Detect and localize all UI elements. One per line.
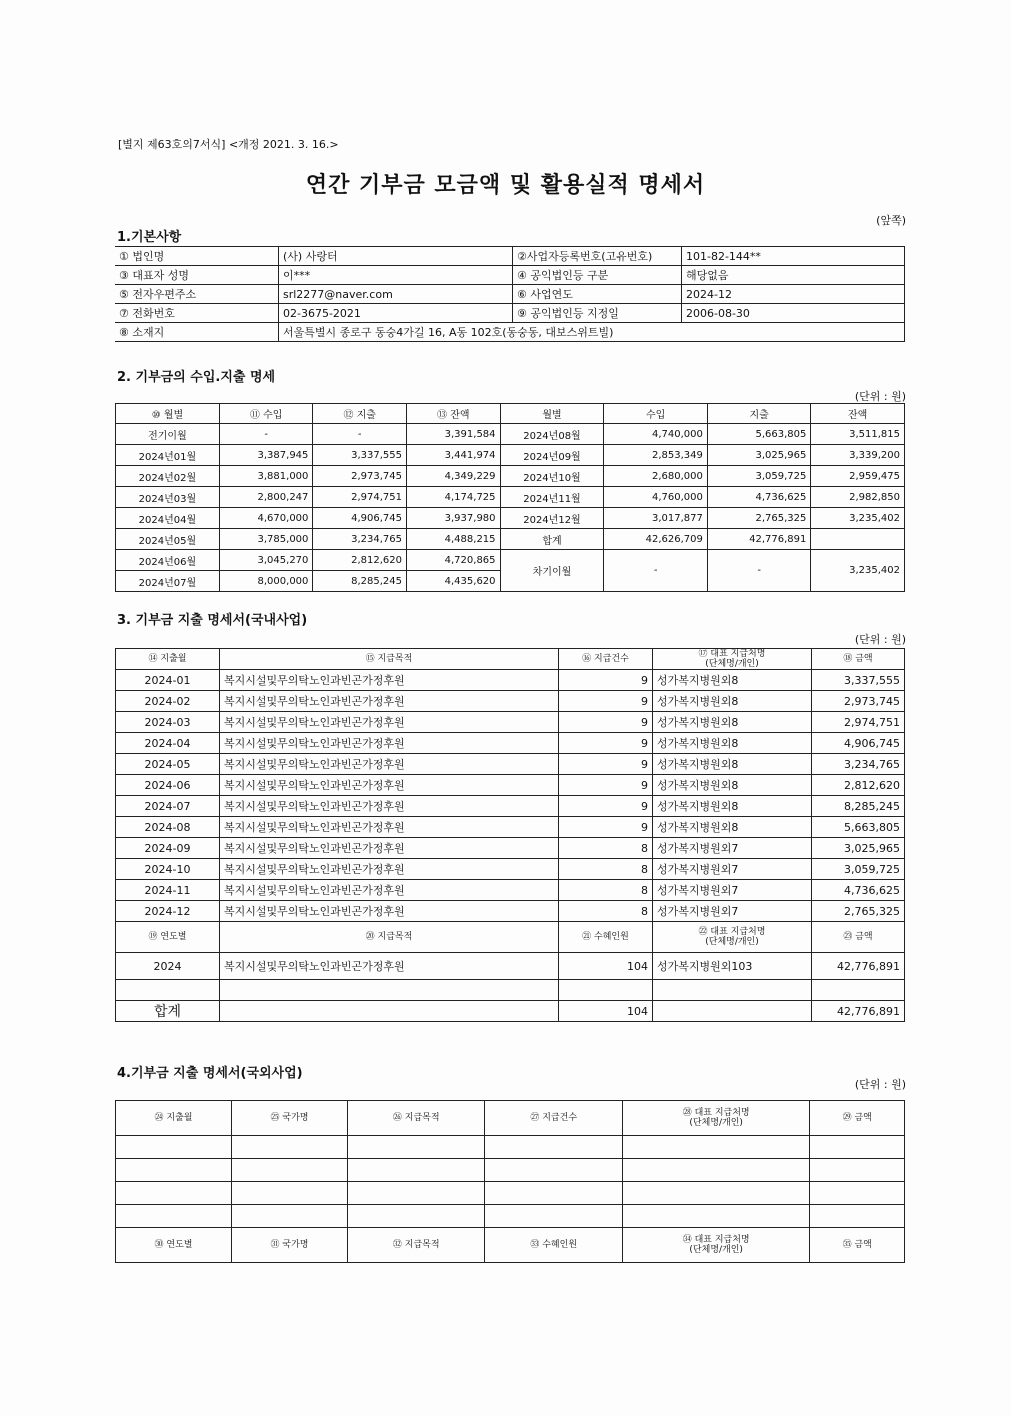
total-label: 합계 bbox=[116, 1001, 220, 1022]
empty-cell bbox=[348, 1159, 485, 1182]
table-cell: 복지시설및무의탁노인과빈곤가정후원 bbox=[220, 838, 559, 859]
table-cell: 성가복지병원외8 bbox=[653, 712, 812, 733]
column-header: ㉞ 대표 지급처명 (단체명/개인) bbox=[622, 1228, 810, 1263]
table-cell: 2024-11 bbox=[116, 880, 220, 901]
table-cell: 2,812,620 bbox=[313, 550, 407, 571]
table-row bbox=[116, 880, 905, 901]
table-cell: 9 bbox=[559, 670, 653, 691]
table-row bbox=[116, 733, 905, 754]
column-header: ㉒ 대표 지급처명 (단체명/개인) bbox=[653, 922, 812, 953]
empty-cell bbox=[485, 1182, 622, 1205]
table-cell bbox=[811, 529, 905, 550]
table-row bbox=[116, 670, 905, 691]
table-row bbox=[116, 775, 905, 796]
empty-cell bbox=[622, 1182, 810, 1205]
income-expense-table bbox=[115, 403, 905, 592]
field-value: 101-82-144** bbox=[682, 247, 905, 266]
field-value: 이*** bbox=[279, 266, 513, 285]
field-label: ⑦ 전화번호 bbox=[115, 304, 279, 323]
column-header: ⑮ 지급목적 bbox=[220, 649, 559, 670]
table-cell: 2024년04월 bbox=[116, 508, 220, 529]
table-row bbox=[116, 1205, 905, 1228]
table-cell: 9 bbox=[559, 712, 653, 733]
empty-cell bbox=[116, 980, 220, 1001]
empty-cell bbox=[116, 1136, 232, 1159]
table-cell: 3,025,965 bbox=[812, 838, 905, 859]
table-cell: 2024 bbox=[116, 953, 220, 980]
table-cell: 8 bbox=[559, 859, 653, 880]
table-cell: 2024년11월 bbox=[500, 487, 604, 508]
empty-cell bbox=[220, 1001, 559, 1022]
table-cell: 2024년01월 bbox=[116, 445, 220, 466]
table-row bbox=[116, 901, 905, 922]
table-cell: 2024년03월 bbox=[116, 487, 220, 508]
column-header: ㉝ 수혜인원 bbox=[485, 1228, 622, 1263]
field-value: 해당없음 bbox=[682, 266, 905, 285]
table-cell: - bbox=[313, 424, 407, 445]
field-value: srl2277@naver.com bbox=[279, 285, 513, 304]
column-header: ⑩ 월별 bbox=[116, 404, 220, 424]
table-row bbox=[116, 1001, 905, 1022]
empty-cell bbox=[348, 1182, 485, 1205]
table-cell: 3,337,555 bbox=[812, 670, 905, 691]
unit-label: (단위 : 원) bbox=[854, 1078, 906, 1091]
column-header: ㉜ 지급목적 bbox=[348, 1228, 485, 1263]
table-cell: 3,337,555 bbox=[313, 445, 407, 466]
section-overseas-title: 4.기부금 지출 명세서(국외사업) bbox=[117, 1066, 303, 1081]
form-side: (앞쪽) bbox=[876, 214, 906, 227]
empty-cell bbox=[116, 1205, 232, 1228]
table-row bbox=[115, 285, 905, 304]
table-cell: 9 bbox=[559, 691, 653, 712]
table-cell: 2,853,349 bbox=[604, 445, 707, 466]
column-header: ㉑ 수혜인원 bbox=[559, 922, 653, 953]
column-header: ㉕ 국가명 bbox=[232, 1101, 348, 1136]
field-label: ⑥ 사업연도 bbox=[513, 285, 682, 304]
table-cell: 42,626,709 bbox=[604, 529, 707, 550]
table-cell: 2,765,325 bbox=[812, 901, 905, 922]
table-cell: 2024년06월 bbox=[116, 550, 220, 571]
empty-cell bbox=[810, 1182, 905, 1205]
table-cell: 2024년02월 bbox=[116, 466, 220, 487]
empty-cell bbox=[810, 1205, 905, 1228]
table-cell: 3,025,965 bbox=[707, 445, 810, 466]
table-row bbox=[116, 649, 905, 670]
table-cell: 2024년07월 bbox=[116, 571, 220, 592]
table-cell: 3,785,000 bbox=[219, 529, 313, 550]
section-basic-title: 1.기본사항 bbox=[117, 230, 182, 245]
empty-cell bbox=[232, 1159, 348, 1182]
table-row bbox=[116, 404, 905, 424]
empty-cell bbox=[348, 1205, 485, 1228]
unit-label: (단위 : 원) bbox=[854, 390, 906, 403]
table-cell: 4,740,000 bbox=[604, 424, 707, 445]
table-cell: 8,285,245 bbox=[313, 571, 407, 592]
table-row bbox=[116, 424, 905, 445]
table-cell: 2024-07 bbox=[116, 796, 220, 817]
table-cell: 성가복지병원외7 bbox=[653, 838, 812, 859]
domestic-expense-table bbox=[115, 648, 905, 1022]
table-cell: 8 bbox=[559, 901, 653, 922]
column-header: ⑪ 수입 bbox=[219, 404, 313, 424]
empty-cell bbox=[232, 1205, 348, 1228]
total-count: 104 bbox=[559, 1001, 653, 1022]
table-row bbox=[115, 266, 905, 285]
table-cell: 2,973,745 bbox=[812, 691, 905, 712]
table-cell: 5,663,805 bbox=[707, 424, 810, 445]
table-cell: 3,059,725 bbox=[707, 466, 810, 487]
table-cell: 성가복지병원외8 bbox=[653, 691, 812, 712]
table-cell: 3,235,402 bbox=[811, 508, 905, 529]
table-cell: 복지시설및무의탁노인과빈곤가정후원 bbox=[220, 712, 559, 733]
table-cell: 성가복지병원외8 bbox=[653, 754, 812, 775]
table-cell: 2024-08 bbox=[116, 817, 220, 838]
empty-cell bbox=[653, 1001, 812, 1022]
table-cell: 4,906,745 bbox=[812, 733, 905, 754]
table-cell: 4,488,215 bbox=[406, 529, 500, 550]
field-value: 02-3675-2021 bbox=[279, 304, 513, 323]
table-cell: 성가복지병원외8 bbox=[653, 733, 812, 754]
table-cell: 복지시설및무의탁노인과빈곤가정후원 bbox=[220, 953, 559, 980]
table-row bbox=[116, 922, 905, 953]
table-cell: 3,881,000 bbox=[219, 466, 313, 487]
table-row bbox=[116, 838, 905, 859]
table-cell: 2,812,620 bbox=[812, 775, 905, 796]
table-row bbox=[116, 466, 905, 487]
table-row bbox=[116, 980, 905, 1001]
field-value: (사) 사랑터 bbox=[279, 247, 513, 266]
table-row bbox=[115, 323, 905, 342]
field-value: 2024-12 bbox=[682, 285, 905, 304]
table-cell: 42,776,891 bbox=[812, 953, 905, 980]
basic-info-table bbox=[115, 246, 905, 342]
table-cell: 성가복지병원외103 bbox=[653, 953, 812, 980]
table-cell: 복지시설및무의탁노인과빈곤가정후원 bbox=[220, 817, 559, 838]
table-cell: 2024-04 bbox=[116, 733, 220, 754]
empty-cell bbox=[220, 980, 559, 1001]
unit-label: (단위 : 원) bbox=[854, 633, 906, 646]
column-header: 잔액 bbox=[811, 404, 905, 424]
table-cell: 8 bbox=[559, 838, 653, 859]
empty-cell bbox=[348, 1136, 485, 1159]
table-cell: 2,800,247 bbox=[219, 487, 313, 508]
section-domestic-title: 3. 기부금 지출 명세서(국내사업) bbox=[117, 613, 308, 628]
table-cell: 2024-03 bbox=[116, 712, 220, 733]
field-label: ④ 공익법인등 구분 bbox=[513, 266, 682, 285]
table-cell: 4,736,625 bbox=[707, 487, 810, 508]
table-cell: 4,349,229 bbox=[406, 466, 500, 487]
table-cell: 2024년12월 bbox=[500, 508, 604, 529]
column-header: ⑬ 잔액 bbox=[406, 404, 500, 424]
table-cell: 성가복지병원외8 bbox=[653, 796, 812, 817]
table-cell: 2,680,000 bbox=[604, 466, 707, 487]
table-row bbox=[116, 508, 905, 529]
table-row bbox=[116, 712, 905, 733]
address-value: 서울특별시 종로구 동숭4가길 16, A동 102호(동숭동, 대보스위트빌) bbox=[279, 323, 905, 342]
page-title: 연간 기부금 모금액 및 활용실적 명세서 bbox=[305, 173, 706, 198]
table-cell: - bbox=[219, 424, 313, 445]
table-row bbox=[115, 304, 905, 323]
table-cell: 성가복지병원외8 bbox=[653, 817, 812, 838]
empty-cell bbox=[622, 1159, 810, 1182]
total-amount: 42,776,891 bbox=[812, 1001, 905, 1022]
table-cell: 3,017,877 bbox=[604, 508, 707, 529]
table-cell: 2024년10월 bbox=[500, 466, 604, 487]
column-header: ㉟ 금액 bbox=[810, 1228, 905, 1263]
table-cell: 4,906,745 bbox=[313, 508, 407, 529]
table-cell: 3,059,725 bbox=[812, 859, 905, 880]
table-cell: 3,387,945 bbox=[219, 445, 313, 466]
empty-cell bbox=[485, 1205, 622, 1228]
table-cell: 9 bbox=[559, 754, 653, 775]
table-cell: - bbox=[604, 550, 707, 592]
table-cell: 전기이월 bbox=[116, 424, 220, 445]
table-row bbox=[116, 1101, 905, 1136]
column-header: ㉖ 지급목적 bbox=[348, 1101, 485, 1136]
column-header: ⑰ 대표 지급처명 (단체명/개인) bbox=[653, 649, 812, 670]
table-cell: 복지시설및무의탁노인과빈곤가정후원 bbox=[220, 691, 559, 712]
empty-cell bbox=[622, 1136, 810, 1159]
table-cell: 2,974,751 bbox=[313, 487, 407, 508]
column-header: ㉚ 연도별 bbox=[116, 1228, 232, 1263]
table-cell: 복지시설및무의탁노인과빈곤가정후원 bbox=[220, 901, 559, 922]
table-row bbox=[116, 1159, 905, 1182]
table-cell: 2024년08월 bbox=[500, 424, 604, 445]
empty-cell bbox=[810, 1136, 905, 1159]
empty-cell bbox=[622, 1205, 810, 1228]
table-cell: 4,760,000 bbox=[604, 487, 707, 508]
column-header: ⑲ 연도별 bbox=[116, 922, 220, 953]
table-cell: 3,511,815 bbox=[811, 424, 905, 445]
table-cell: 차기이월 bbox=[500, 550, 604, 592]
column-header: ㉔ 지출월 bbox=[116, 1101, 232, 1136]
empty-cell bbox=[232, 1182, 348, 1205]
empty-cell bbox=[653, 980, 812, 1001]
table-cell: 2024-02 bbox=[116, 691, 220, 712]
table-cell: 8,000,000 bbox=[219, 571, 313, 592]
table-cell: 3,235,402 bbox=[811, 550, 905, 592]
empty-cell bbox=[559, 980, 653, 1001]
column-header: ⑭ 지출월 bbox=[116, 649, 220, 670]
column-header: ㉘ 대표 지급처명 (단체명/개인) bbox=[622, 1101, 810, 1136]
table-cell: 8 bbox=[559, 880, 653, 901]
empty-cell bbox=[485, 1159, 622, 1182]
table-cell: 복지시설및무의탁노인과빈곤가정후원 bbox=[220, 796, 559, 817]
column-header: ⑱ 금액 bbox=[812, 649, 905, 670]
table-row bbox=[116, 859, 905, 880]
field-label: ⑤ 전자우편주소 bbox=[115, 285, 279, 304]
table-cell: 2024-12 bbox=[116, 901, 220, 922]
table-cell: 3,339,200 bbox=[811, 445, 905, 466]
table-row bbox=[116, 754, 905, 775]
table-cell: 9 bbox=[559, 733, 653, 754]
table-cell: 2024-09 bbox=[116, 838, 220, 859]
table-cell: 성가복지병원외7 bbox=[653, 859, 812, 880]
column-header: ㉙ 금액 bbox=[810, 1101, 905, 1136]
table-cell: 9 bbox=[559, 775, 653, 796]
table-row bbox=[116, 1228, 905, 1263]
table-cell: 9 bbox=[559, 817, 653, 838]
empty-cell bbox=[116, 1159, 232, 1182]
table-cell: 5,663,805 bbox=[812, 817, 905, 838]
table-row bbox=[115, 247, 905, 266]
table-cell: 4,720,865 bbox=[406, 550, 500, 571]
table-row bbox=[116, 817, 905, 838]
table-cell: 성가복지병원외7 bbox=[653, 880, 812, 901]
table-cell: 9 bbox=[559, 796, 653, 817]
field-value: 2006-08-30 bbox=[682, 304, 905, 323]
column-header: ⑫ 지출 bbox=[313, 404, 407, 424]
column-header: ㉓ 금액 bbox=[812, 922, 905, 953]
field-label: ⑧ 소재지 bbox=[115, 323, 279, 342]
column-header: 수입 bbox=[604, 404, 707, 424]
table-cell: 2,982,850 bbox=[811, 487, 905, 508]
table-row bbox=[116, 1182, 905, 1205]
table-cell: 2,959,475 bbox=[811, 466, 905, 487]
table-cell: 3,441,974 bbox=[406, 445, 500, 466]
table-cell: 2,974,751 bbox=[812, 712, 905, 733]
column-header: 지출 bbox=[707, 404, 810, 424]
empty-cell bbox=[485, 1136, 622, 1159]
field-label: ②사업자등록번호(고유번호) bbox=[513, 247, 682, 266]
empty-cell bbox=[812, 980, 905, 1001]
column-header: ㉗ 지급건수 bbox=[485, 1101, 622, 1136]
table-cell: 3,391,584 bbox=[406, 424, 500, 445]
table-cell: 42,776,891 bbox=[707, 529, 810, 550]
column-header: ⑳ 지급목적 bbox=[220, 922, 559, 953]
table-cell: 4,174,725 bbox=[406, 487, 500, 508]
table-cell: 성가복지병원외8 bbox=[653, 670, 812, 691]
table-cell: 성가복지병원외7 bbox=[653, 901, 812, 922]
table-cell: 복지시설및무의탁노인과빈곤가정후원 bbox=[220, 733, 559, 754]
table-row bbox=[116, 487, 905, 508]
table-row bbox=[116, 529, 905, 550]
empty-cell bbox=[810, 1159, 905, 1182]
table-row bbox=[116, 691, 905, 712]
table-cell: 2024-01 bbox=[116, 670, 220, 691]
table-cell: 8,285,245 bbox=[812, 796, 905, 817]
table-cell: 복지시설및무의탁노인과빈곤가정후원 bbox=[220, 670, 559, 691]
table-cell: - bbox=[707, 550, 810, 592]
table-cell: 2,973,745 bbox=[313, 466, 407, 487]
field-label: ⑨ 공익법인등 지정일 bbox=[513, 304, 682, 323]
column-header: ⑯ 지급건수 bbox=[559, 649, 653, 670]
table-cell: 복지시설및무의탁노인과빈곤가정후원 bbox=[220, 754, 559, 775]
table-cell: 3,937,980 bbox=[406, 508, 500, 529]
form-number: [별지 제63호의7서식] <개정 2021. 3. 16.> bbox=[118, 138, 339, 151]
table-cell: 4,435,620 bbox=[406, 571, 500, 592]
empty-cell bbox=[232, 1136, 348, 1159]
overseas-expense-table bbox=[115, 1100, 905, 1263]
table-row bbox=[116, 953, 905, 980]
table-cell: 4,736,625 bbox=[812, 880, 905, 901]
table-row bbox=[116, 1136, 905, 1159]
field-label: ① 법인명 bbox=[115, 247, 279, 266]
table-row bbox=[116, 550, 905, 571]
table-cell: 성가복지병원외8 bbox=[653, 775, 812, 796]
table-cell: 3,045,270 bbox=[219, 550, 313, 571]
table-cell: 2024년09월 bbox=[500, 445, 604, 466]
section-income-title: 2. 기부금의 수입.지출 명세 bbox=[117, 370, 276, 385]
table-cell: 2024-06 bbox=[116, 775, 220, 796]
empty-cell bbox=[116, 1182, 232, 1205]
table-cell: 4,670,000 bbox=[219, 508, 313, 529]
column-header: ㉛ 국가명 bbox=[232, 1228, 348, 1263]
column-header: 월별 bbox=[500, 404, 604, 424]
table-cell: 2,765,325 bbox=[707, 508, 810, 529]
table-cell: 복지시설및무의탁노인과빈곤가정후원 bbox=[220, 775, 559, 796]
table-cell: 복지시설및무의탁노인과빈곤가정후원 bbox=[220, 859, 559, 880]
table-row bbox=[116, 796, 905, 817]
table-cell: 104 bbox=[559, 953, 653, 980]
table-cell: 2024-10 bbox=[116, 859, 220, 880]
table-row bbox=[116, 445, 905, 466]
table-cell: 2024-05 bbox=[116, 754, 220, 775]
table-cell: 합계 bbox=[500, 529, 604, 550]
table-cell: 3,234,765 bbox=[812, 754, 905, 775]
field-label: ③ 대표자 성명 bbox=[115, 266, 279, 285]
table-cell: 3,234,765 bbox=[313, 529, 407, 550]
table-cell: 2024년05월 bbox=[116, 529, 220, 550]
table-cell: 복지시설및무의탁노인과빈곤가정후원 bbox=[220, 880, 559, 901]
